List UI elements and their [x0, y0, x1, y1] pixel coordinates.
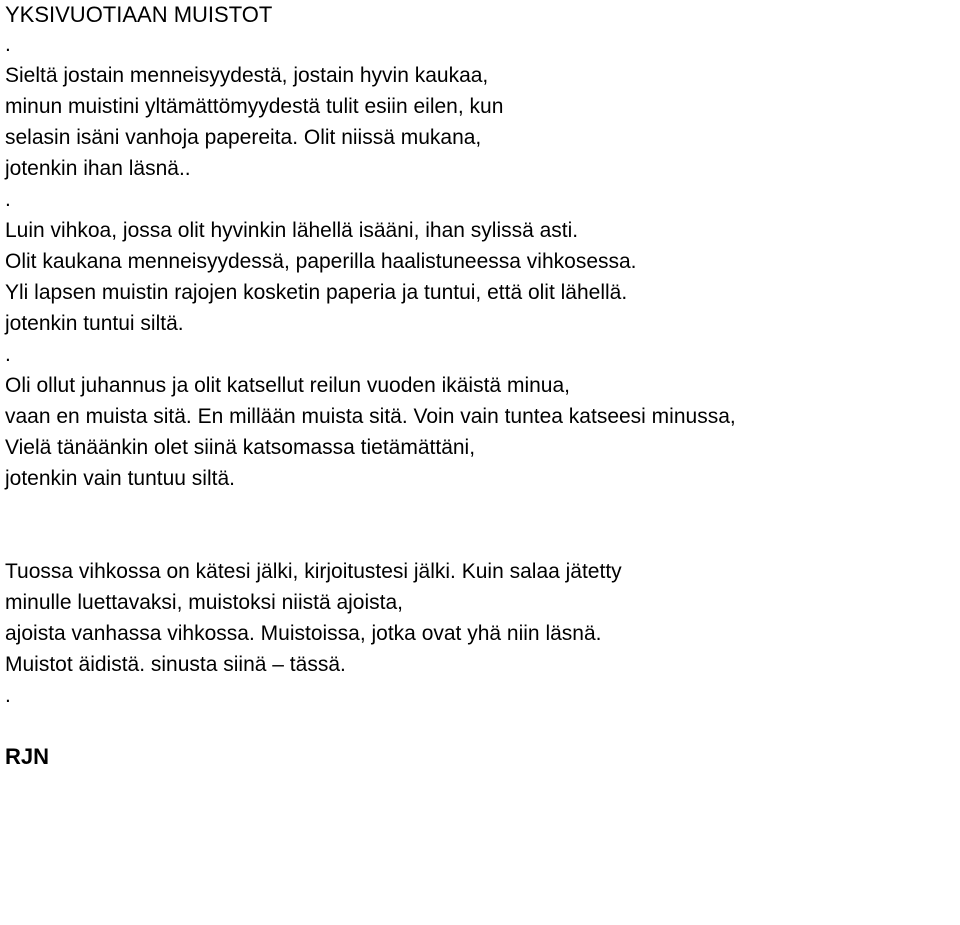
stanza-1	[5, 29, 960, 215]
poem-line: Oli ollut juhannus ja olit katsellut reilun vuoden ikäistä minua,	[5, 374, 570, 397]
stanza-3	[5, 370, 960, 494]
poem-line: minulle luettavaksi, muistoksi niistä ajoista,	[5, 591, 403, 614]
stanza-4	[5, 556, 960, 711]
stanza-gap	[5, 711, 960, 742]
poem-line: Sieltä jostain menneisyydestä, jostain hyvin kaukaa,	[5, 64, 489, 87]
poem-line: selasin isäni vanhoja papereita. Olit niissä mukana,	[5, 126, 482, 149]
poem-line: Vielä tänäänkin olet siinä katsomassa tietämättäni,	[5, 436, 476, 459]
poem-line: minun muistini yltämättömyydestä tulit esiin eilen, kun	[5, 95, 504, 118]
poem-line: Luin vihkoa, jossa olit hyvinkin lähellä isääni, ihan sylissä asti.	[5, 219, 579, 242]
poem-line: jotenkin ihan läsnä..	[5, 157, 191, 180]
poem-line: jotenkin tuntui siltä.	[5, 312, 184, 335]
poem-line: ajoista vanhassa vihkossa. Muistoissa, jotka ovat yhä niin läsnä.	[5, 622, 602, 645]
poem-line: Muistot äidistä. sinusta siinä – tässä.	[5, 653, 346, 676]
poem-line: vaan en muista sitä. En millään muista sitä. Voin vain tuntea katseesi minussa,	[5, 405, 736, 428]
poem-line: Tuossa vihkossa on kätesi jälki, kirjoitustesi jälki. Kuin salaa jätetty	[5, 560, 622, 583]
stanza-gap	[5, 494, 960, 525]
poem-line: .	[5, 33, 11, 56]
stanza-gap	[5, 525, 960, 556]
poem-line: Yli lapsen muistin rajojen kosketin paperia ja tuntui, että olit lähellä.	[5, 281, 628, 304]
author-signature: RJN	[5, 744, 50, 769]
poem-title: YKSIVUOTIAAN MUISTOT	[5, 2, 273, 27]
poem-line: Olit kaukana menneisyydessä, paperilla haalistuneessa vihkosessa.	[5, 250, 637, 273]
document-page	[5, 0, 960, 771]
poem-line: .	[5, 188, 11, 211]
stanza-2	[5, 215, 960, 370]
poem-line: .	[5, 684, 11, 707]
poem-line: jotenkin vain tuntuu siltä.	[5, 467, 235, 490]
poem-line: .	[5, 343, 11, 366]
